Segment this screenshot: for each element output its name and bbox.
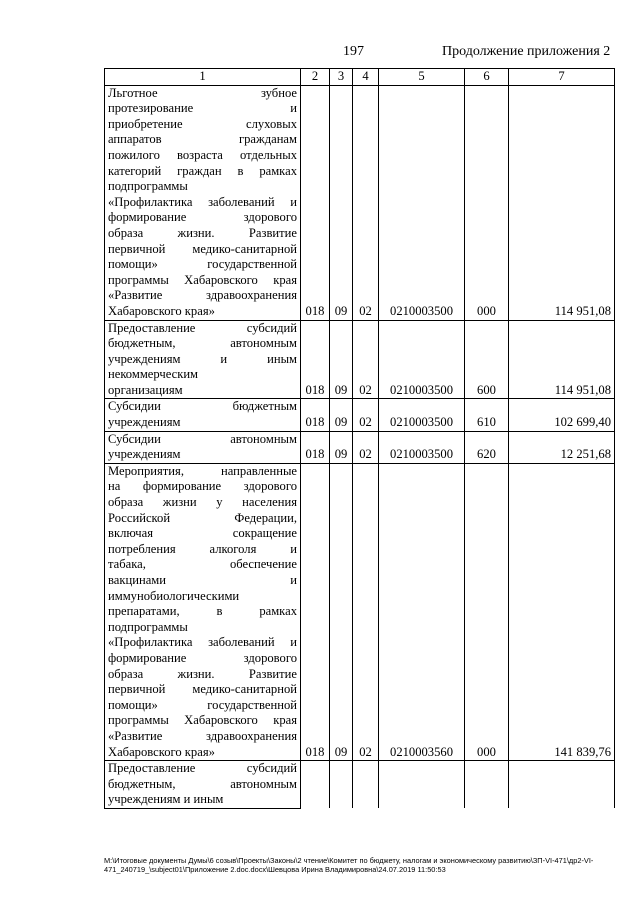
description-line: первичной медико-санитарной bbox=[108, 682, 297, 697]
page-number: 197 bbox=[343, 44, 364, 59]
description-line: пожилого возраста отдельных bbox=[108, 147, 297, 162]
section-code: 09 bbox=[330, 463, 353, 760]
section-code: 09 bbox=[330, 431, 353, 463]
description-line: учреждениям bbox=[108, 415, 181, 430]
description-line: формирование здорового bbox=[108, 650, 297, 665]
amount: 114 951,08 bbox=[509, 85, 615, 320]
col-header-6: 6 bbox=[465, 69, 509, 86]
description-line: протезирование и bbox=[108, 101, 297, 116]
description-line: Предоставление субсидий bbox=[108, 320, 297, 335]
subsection-code: 02 bbox=[353, 399, 379, 431]
table-row bbox=[105, 431, 615, 463]
description-line: Предоставление субсидий bbox=[108, 761, 297, 776]
table-row bbox=[105, 761, 615, 809]
description-line: образа жизни. Развитие bbox=[108, 666, 297, 681]
budget-table bbox=[104, 68, 615, 809]
column-header-row bbox=[105, 69, 615, 86]
target-article-code: 0210003500 bbox=[379, 431, 465, 463]
description-line: подпрограммы bbox=[108, 179, 188, 194]
expense-type-code bbox=[465, 761, 509, 809]
expense-type-code: 000 bbox=[465, 463, 509, 760]
admin-code: 018 bbox=[301, 320, 330, 399]
section-code bbox=[330, 761, 353, 809]
description-line: Хабаровского края» bbox=[108, 303, 215, 318]
footer-line-1: M:\Итоговые документы Думы\6 созыв\Проекты\Законы\2 чтение\Комитет по бюджету, налогам и экономическому развитию\ЗП-VI-471\др2-VI- bbox=[104, 856, 594, 865]
row-description bbox=[105, 463, 301, 760]
row-description bbox=[105, 761, 301, 809]
subsection-code bbox=[353, 761, 379, 809]
admin-code: 018 bbox=[301, 431, 330, 463]
admin-code: 018 bbox=[301, 399, 330, 431]
col-header-1: 1 bbox=[105, 69, 301, 86]
row-description bbox=[105, 399, 301, 431]
target-article-code: 0210003500 bbox=[379, 399, 465, 431]
row-description bbox=[105, 85, 301, 320]
description-line: учреждениям и иным bbox=[108, 792, 224, 807]
row-description bbox=[105, 320, 301, 399]
description-line: программы Хабаровского края bbox=[108, 713, 297, 728]
col-header-2: 2 bbox=[301, 69, 330, 86]
col-header-7: 7 bbox=[509, 69, 615, 86]
description-line: формирование здорового bbox=[108, 210, 297, 225]
section-code: 09 bbox=[330, 320, 353, 399]
row-description bbox=[105, 431, 301, 463]
description-line: Мероприятия, направленные bbox=[108, 463, 297, 478]
description-line: иммунобиологическими bbox=[108, 588, 240, 603]
description-line: Хабаровского края» bbox=[108, 744, 215, 759]
description-line: организациям bbox=[108, 382, 183, 397]
amount bbox=[509, 761, 615, 809]
description-line: аппаратов гражданам bbox=[108, 132, 297, 147]
admin-code: 018 bbox=[301, 85, 330, 320]
col-header-5: 5 bbox=[379, 69, 465, 86]
description-line: Субсидии автономным bbox=[108, 431, 297, 446]
amount: 102 699,40 bbox=[509, 399, 615, 431]
description-line: образа жизни у населения bbox=[108, 495, 297, 510]
description-line: подпрограммы bbox=[108, 619, 188, 634]
description-line: препаратами, в рамках bbox=[108, 604, 297, 619]
description-line: программы Хабаровского края bbox=[108, 272, 297, 287]
expense-type-code: 620 bbox=[465, 431, 509, 463]
subsection-code: 02 bbox=[353, 463, 379, 760]
amount: 114 951,08 bbox=[509, 320, 615, 399]
description-line: «Профилактика заболеваний и bbox=[108, 194, 297, 209]
description-line: бюджетным, автономным bbox=[108, 336, 297, 351]
section-code: 09 bbox=[330, 399, 353, 431]
description-line: на формирование здорового bbox=[108, 479, 297, 494]
table-row bbox=[105, 320, 615, 399]
table-row bbox=[105, 399, 615, 431]
subsection-code: 02 bbox=[353, 431, 379, 463]
description-line: образа жизни. Развитие bbox=[108, 225, 297, 240]
description-line: помощи» государственной bbox=[108, 697, 297, 712]
table-row bbox=[105, 85, 615, 320]
expense-type-code: 000 bbox=[465, 85, 509, 320]
col-header-3: 3 bbox=[330, 69, 353, 86]
expense-type-code: 600 bbox=[465, 320, 509, 399]
description-line: включая сокращение bbox=[108, 526, 297, 541]
description-line: «Развитие здравоохранения bbox=[108, 288, 297, 303]
target-article-code: 0210003500 bbox=[379, 320, 465, 399]
footer-line-2: 471_240719_\subject01\Приложение 2.doc.docx\Шевцова Ирина Владимировна\24.07.2019 11:50:53 bbox=[104, 865, 446, 874]
target-article-code: 0210003560 bbox=[379, 463, 465, 760]
description-line: вакцинами и bbox=[108, 573, 297, 587]
description-line: учреждениям и иным bbox=[108, 351, 297, 366]
col-header-4: 4 bbox=[353, 69, 379, 86]
description-line: потребления алкоголя и bbox=[108, 541, 297, 556]
expense-type-code: 610 bbox=[465, 399, 509, 431]
description-line: учреждениям bbox=[108, 447, 181, 462]
admin-code: 018 bbox=[301, 463, 330, 760]
admin-code bbox=[301, 761, 330, 809]
description-line: первичной медико-санитарной bbox=[108, 241, 297, 256]
description-line: некоммерческим bbox=[108, 367, 199, 382]
description-line: табака, обеспечение bbox=[108, 557, 297, 572]
description-line: Льготное зубное bbox=[108, 85, 297, 100]
amount: 12 251,68 bbox=[509, 431, 615, 463]
description-line: «Профилактика заболеваний и bbox=[108, 635, 297, 650]
description-line: помощи» государственной bbox=[108, 257, 297, 272]
subsection-code: 02 bbox=[353, 320, 379, 399]
description-line: категорий граждан в рамках bbox=[108, 163, 297, 178]
section-code: 09 bbox=[330, 85, 353, 320]
subsection-code: 02 bbox=[353, 85, 379, 320]
target-article-code: 0210003500 bbox=[379, 85, 465, 320]
description-line: Российской Федерации, bbox=[108, 510, 297, 525]
description-line: «Развитие здравоохранения bbox=[108, 728, 297, 743]
description-line: приобретение слуховых bbox=[108, 116, 297, 131]
table-row bbox=[105, 463, 615, 760]
amount: 141 839,76 bbox=[509, 463, 615, 760]
file-path-footer bbox=[104, 856, 616, 874]
target-article-code bbox=[379, 761, 465, 809]
description-line: Субсидии бюджетным bbox=[108, 399, 297, 414]
continuation-label: Продолжение приложения 2 bbox=[442, 44, 611, 59]
description-line: бюджетным, автономным bbox=[108, 776, 297, 791]
